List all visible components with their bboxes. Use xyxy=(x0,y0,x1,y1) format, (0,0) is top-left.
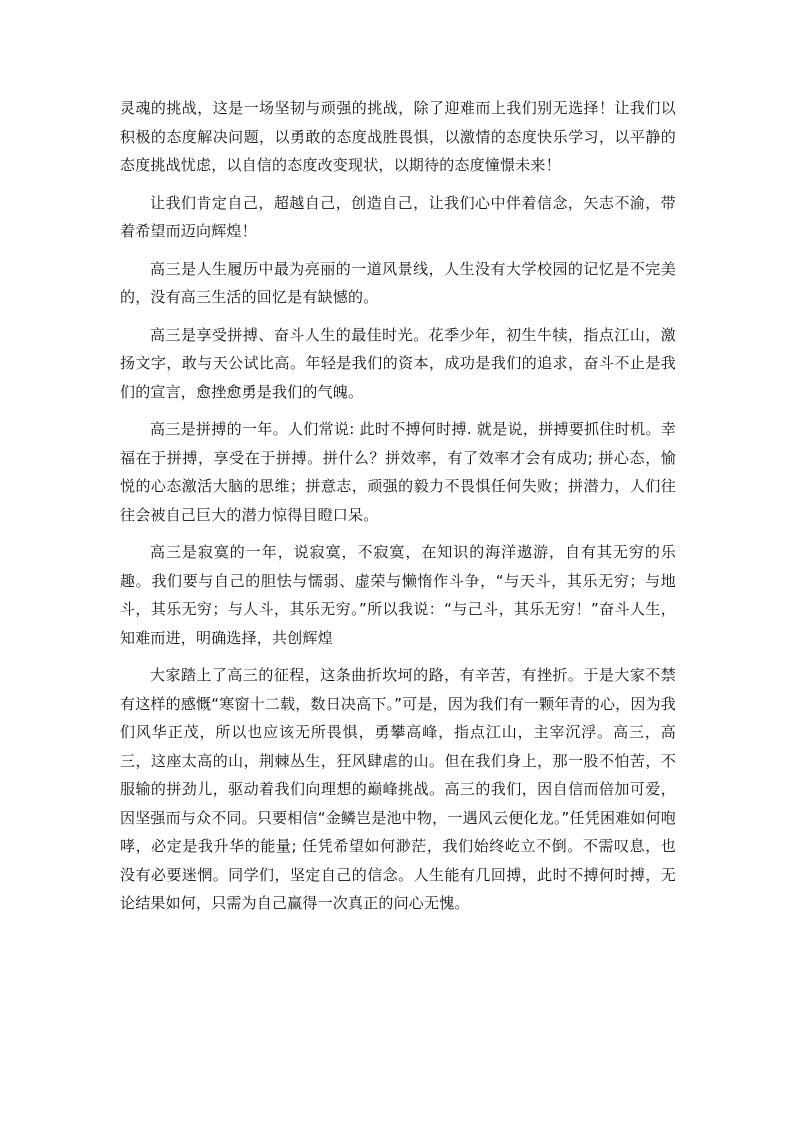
paragraph-6: 高三是寂寞的一年，说寂寞，不寂寞，在知识的海洋遨游，自有其无穷的乐趣。我们要与自己的胆怯与懦弱、虚荣与懒惰作斗争，“与天斗，其乐无穷；与地斗，其乐无穷；与人斗，其乐无穷。”所以我说：“与己斗，其乐无穷！”奋斗人生，知难而进，明确选择，共创辉煌 xyxy=(120,543,676,647)
paragraph-7: 大家踏上了高三的征程，这条曲折坎坷的路，有辛苦，有挫折。于是大家不禁有这样的感慨“寒窗十二载，数日决高下。”可是，因为我们有一颗年青的心，因为我们风华正茂，所以也应该无所畏惧，勇攀高峰，指点江山，主宰沉浮。高三，高三，这座太高的山，荆棘丛生，狂风肆虐的山。但在我们身上，那一股不怕苦，不服输的拼劲儿，驱动着我们向理想的巅峰挑战。高三的我们，因自信而倍加可爱，因坚强而与众不同。只要相信“金鳞岂是池中物，一遇风云便化龙。”任凭困难如何咆哮，必定是我升华的能量; 任凭希望如何渺茫，我们始终屹立不倒。不需叹息，也没有必要迷惘。同学们，坚定自己的信念。人生能有几回搏，此时不搏何时搏，无论结果如何，只需为自己赢得一次真正的问心无愧。 xyxy=(120,666,676,912)
document-body xyxy=(120,94,676,927)
paragraph-5: 高三是拼搏的一年。人们常说: 此时不搏何时搏. 就是说，拼搏要抓住时机。幸福在于拼搏，享受在于拼搏。拼什么？拼效率，有了效率才会有成功; 拼心态，愉悦的心态激活大脑的思维；拼意志，顽强的毅力不畏惧任何失败；拼潜力，人们往往会被自己巨大的潜力惊得目瞪口呆。 xyxy=(120,420,676,524)
paragraph-3: 高三是人生履历中最为亮丽的一道风景线，人生没有大学校园的记忆是不完美的，没有高三生活的回忆是有缺憾的。 xyxy=(120,259,676,306)
paragraph-1: 灵魂的挑战，这是一场坚韧与顽强的挑战，除了迎难而上我们别无选择！让我们以积极的态度解决问题，以勇敢的态度战胜畏惧，以激情的态度快乐学习，以平静的态度挑战忧虑，以自信的态度改变现状，以期待的态度憧憬未来！ xyxy=(120,99,676,174)
paragraph-2: 让我们肯定自己，超越自己，创造自己，让我们心中伴着信念，矢志不渝，带着希望而迈向辉煌！ xyxy=(120,193,676,240)
paragraph-4: 高三是享受拼搏、奋斗人生的最佳时光。花季少年，初生牛犊，指点江山，激扬文字，敢与天公试比高。年轻是我们的资本，成功是我们的追求，奋斗不止是我们的宣言，愈挫愈勇是我们的气魄。 xyxy=(120,325,676,401)
